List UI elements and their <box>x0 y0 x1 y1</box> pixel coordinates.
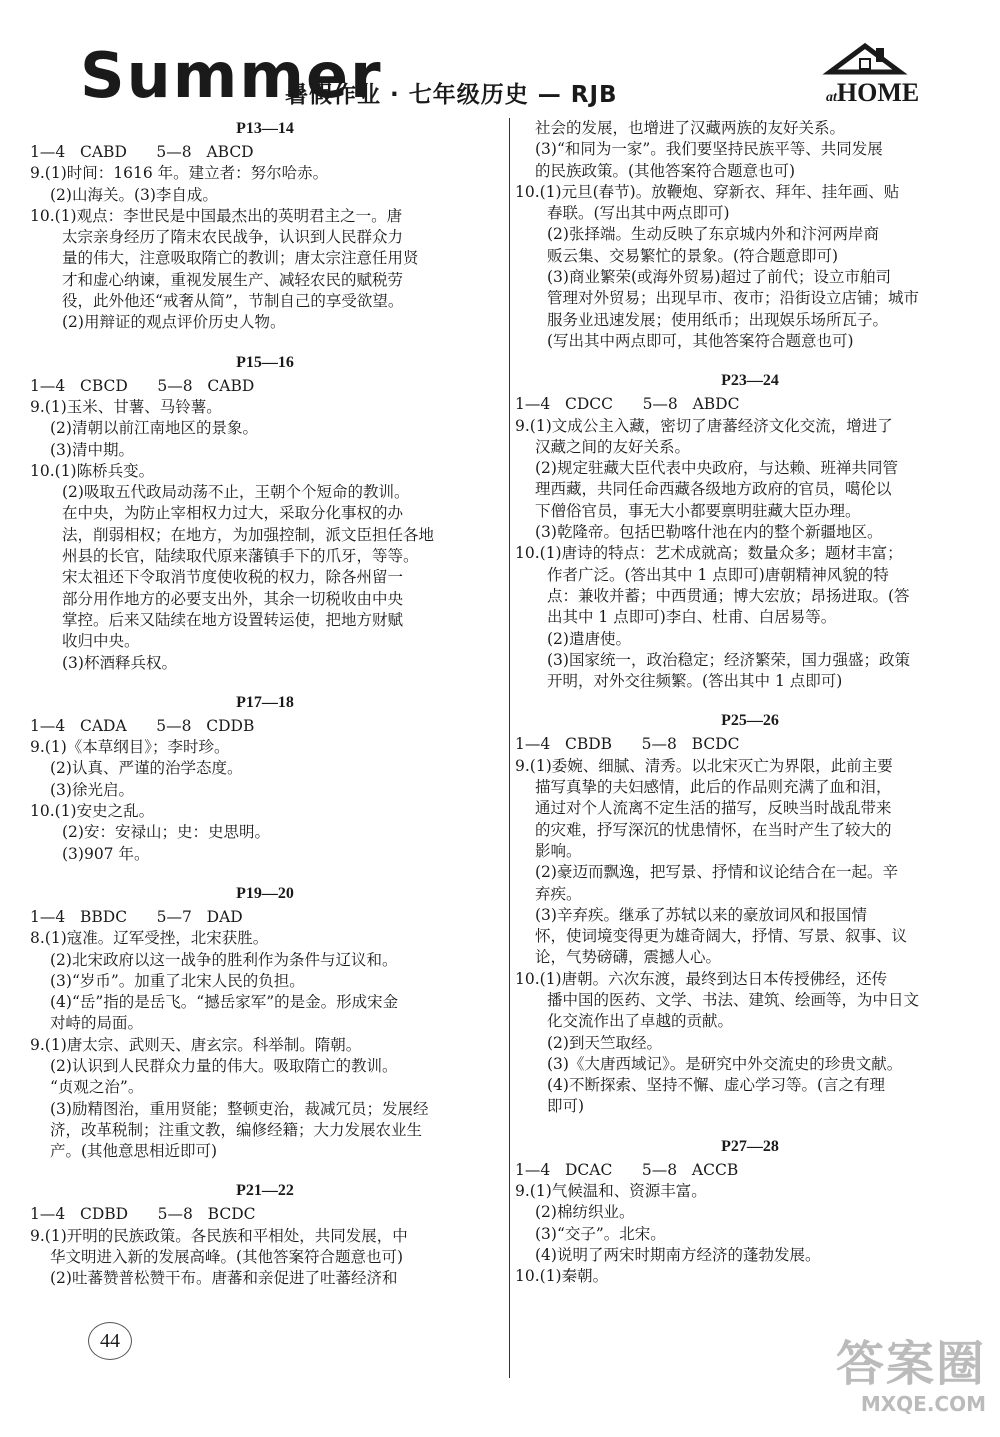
answer-line: (3)辛弃疾。继承了苏轼以来的豪放词风和报国情 <box>535 905 867 924</box>
answer-line: 华文明进入新的发展高峰。(其他答案符合题意也可) <box>50 1248 404 1267</box>
answer-line: 社会的发展，也增进了汉藏两族的友好关系。 <box>535 119 846 137</box>
brand-title: Summer <box>80 39 383 112</box>
answer-line: 产。(其他意思相近即可) <box>50 1142 218 1161</box>
section-title: P21—22 <box>236 1182 294 1200</box>
answer-line: 下僧俗官员，事无大小都要禀明驻藏大臣办理。 <box>535 501 861 520</box>
logo-at: at <box>826 90 837 105</box>
answer-line: 即可) <box>547 1097 585 1116</box>
answer-line: (3)商业繁荣(或海外贸易)超过了前代；设立市舶司 <box>547 268 892 287</box>
answer-section <box>515 370 985 692</box>
answer-line: 作者广泛。(答出其中 1 点即可)唐朝精神风貌的特 <box>547 565 889 584</box>
answer-line: (3)乾隆帝。包括巴勒喀什池在内的整个新疆地区。 <box>535 523 883 542</box>
answer-line: 1—4 BBDC 5—7 DAD <box>30 907 243 926</box>
answer-line: (2)规定驻藏大臣代表中央政府，与达赖、班禅共同管 <box>535 459 898 478</box>
answer-line: (2)认真、严谨的治学态度。 <box>50 759 243 778</box>
answer-section <box>30 352 500 674</box>
answer-section <box>30 1180 500 1289</box>
answer-line: (3)“岁币”。加重了北宋人民的负担。 <box>50 971 305 990</box>
answer-line: 掌控。后来又陆续在地方设置转运使，把地方财赋 <box>62 610 404 629</box>
answer-line: (2)山海关。(3)李自成。 <box>50 185 218 204</box>
page-number: 44 <box>88 1322 132 1360</box>
logo-text <box>826 78 919 108</box>
answer-line: (3)“交子”。北宋。 <box>535 1224 666 1243</box>
answer-line: (3)励精图治，重用贤能；整顿吏治，裁减冗员；发展经 <box>50 1099 429 1118</box>
answer-line: 8.(1)寇准。辽军受挫，北宋获胜。 <box>30 929 269 948</box>
answer-line: (2)认识到人民群众力量的伟大。吸取隋亡的教训。 <box>50 1056 398 1075</box>
answer-line: 量的伟大，注意吸取隋亡的教训；唐太宗注意任用贤 <box>62 249 419 268</box>
answer-section <box>515 118 985 352</box>
answer-line: 化交流作出了卓越的贡献。 <box>547 1012 734 1031</box>
answer-line: 10.(1)秦朝。 <box>515 1267 609 1286</box>
answer-line: (4)说明了两宋时期南方经济的蓬勃发展。 <box>535 1245 821 1264</box>
answer-line: 1—4 DCAC 5—8 ACCB <box>515 1160 739 1179</box>
answer-line: 怀，使词境变得更为雄奇阔大，抒情、写景、叙事、议 <box>535 927 908 946</box>
answer-line: 太宗亲身经历了隋末农民战争，认识到人民群众力 <box>62 228 404 247</box>
answer-line: 在中央，为防止宰相权力过大，采取分化事权的办 <box>62 504 404 523</box>
answer-line: (4)“岳”指的是岳飞。“撼岳家军”的是金。形成宋金 <box>50 993 399 1012</box>
answer-line: (2)豪迈而飘逸，把写景、抒情和议论结合在一起。辛 <box>535 863 898 882</box>
section-title: P23—24 <box>721 372 779 390</box>
answer-line: (3)徐光启。 <box>50 780 134 799</box>
answer-line: 春联。(写出其中两点即可) <box>547 204 730 223</box>
answer-line: 汉藏之间的友好关系。 <box>535 437 691 456</box>
answer-line: 贩云集、交易繁忙的景象。(符合题意即可) <box>547 246 839 265</box>
left-column <box>30 118 500 1308</box>
answer-line: (3)“和同为一家”。我们要坚持民族平等、共同发展 <box>535 140 883 159</box>
answer-section <box>30 118 500 334</box>
answer-line: 9.(1)《本草纲目》；李时珍。 <box>30 738 230 757</box>
answer-line: 影响。 <box>535 841 582 860</box>
answer-line: 服务业迅速发展；使用纸币；出现娱乐场所瓦子。 <box>547 310 889 329</box>
answer-line: (2)遣唐使。 <box>547 629 631 648</box>
answer-line: (2)到天竺取经。 <box>547 1033 662 1052</box>
answer-line: (2)北宋政府以这一战争的胜利作为条件与辽议和。 <box>50 950 398 969</box>
right-column <box>515 118 985 1306</box>
answer-line: 开明，对外交往频繁。(答出其中 1 点即可) <box>547 672 843 691</box>
answer-line: 出其中 1 点即可)李白、杜甫、白居易等。 <box>547 608 837 627</box>
answer-line: 的灾难，抒写深沉的忧患情怀，在当时产生了较大的 <box>535 820 892 839</box>
answer-line: 的民族政策。(其他答案符合题意也可) <box>535 161 796 180</box>
answer-line: 10.(1)陈桥兵变。 <box>30 461 155 480</box>
answer-line: (2)用辩证的观点评价历史人物。 <box>62 313 286 332</box>
answer-line: 9.(1)气候温和、资源丰富。 <box>515 1182 707 1201</box>
answer-line: 济，改革税制；注重文教，编修经籍；大力发展农业生 <box>50 1120 423 1139</box>
answer-line: 播中国的医药、文学、书法、建筑、绘画等，为中日文 <box>547 990 920 1009</box>
answer-line: 役，此外他还“戒奢从简”，节制自己的享受欲望。 <box>62 292 404 311</box>
answer-line: (3)907 年。 <box>62 844 150 863</box>
section-title: P13—14 <box>236 120 294 137</box>
answer-line: (3)《大唐西域记》。是研究中外交流史的珍贵文献。 <box>547 1054 903 1073</box>
answer-line: (2)张择端。生动反映了东京城内外和汴河两岸商 <box>547 225 879 244</box>
column-divider <box>509 118 510 1378</box>
answer-section <box>30 883 500 1163</box>
logo-home: HOME <box>836 78 920 107</box>
answer-line: 1—4 CDCC 5—8 ABDC <box>515 395 740 414</box>
answer-line: 1—4 CADA 5—8 CDDB <box>30 716 255 735</box>
answer-line: 9.(1)开明的民族政策。各民族和平相处，共同发展，中 <box>30 1226 408 1245</box>
section-title: P27—28 <box>721 1137 779 1155</box>
section-title: P19—20 <box>236 884 294 902</box>
answer-line: 部分用作地方的必要支出外，其余一切税收由中央 <box>62 589 404 608</box>
answer-line: 才和虚心纳谏，重视发展生产、减轻农民的赋税劳 <box>62 270 404 289</box>
answer-line: 理西藏，共同任命西藏各级地方政府的官员，噶伦以 <box>535 480 892 499</box>
answer-line: 10.(1)唐朝。六次东渡，最终到达日本传授佛经，还传 <box>515 969 888 988</box>
answer-line: (3)杯酒释兵权。 <box>62 653 177 672</box>
book-subtitle: 暑假作业 · 七年级历史 — RJB <box>285 82 618 108</box>
answer-line: 论，气势磅礴，震撼人心。 <box>535 948 722 967</box>
answer-line: 点：兼收并蓄；中西贯通；博大宏放；昂扬进取。(答 <box>547 586 910 605</box>
answer-line: (2)吸取五代政局动荡不止，王朝个个短命的教训。 <box>62 483 410 502</box>
answer-section <box>515 710 985 1117</box>
answer-line: 弃疾。 <box>535 884 582 903</box>
answer-line: (4)不断探索、坚持不懈、虚心学习等。(言之有理 <box>547 1076 886 1095</box>
answer-line: 9.(1)委婉、细腻、清秀。以北宋灭亡为界限，此前主要 <box>515 756 893 775</box>
answer-line: (3)国家统一，政治稳定；经济繁荣，国力强盛；政策 <box>547 650 910 669</box>
answer-line: 1—4 CDBD 5—8 BCDC <box>30 1205 256 1224</box>
section-title: P25—26 <box>721 712 779 730</box>
page-header <box>80 39 920 115</box>
answer-line: 9.(1)文成公主入藏，密切了唐蕃经济文化交流，增进了 <box>515 416 893 435</box>
answer-line: 对峙的局面。 <box>50 1014 144 1033</box>
answer-line: (写出其中两点即可，其他答案符合题意也可) <box>547 331 854 350</box>
answer-line: 10.(1)安史之乱。 <box>30 802 155 821</box>
answer-line: 10.(1)唐诗的特点：艺术成就高；数量众多；题材丰富； <box>515 544 903 563</box>
answer-line: 9.(1)唐太宗、武则天、唐玄宗。科举制。隋朝。 <box>30 1035 362 1054</box>
section-title: P17—18 <box>236 693 294 711</box>
answer-section <box>515 1136 985 1288</box>
answer-line: 1—4 CABD 5—8 ABCD <box>30 143 254 161</box>
answer-line: 10.(1)元旦(春节)。放鞭炮、穿新衣、拜年、挂年画、贴 <box>515 182 900 201</box>
answer-line: “贞观之治”。 <box>50 1078 144 1097</box>
answer-line: 1—4 CBDB 5—8 BCDC <box>515 735 740 754</box>
answer-line: 收归中央。 <box>62 632 140 651</box>
answer-line: 通过对个人流离不定生活的描写，反映当时战乱带来 <box>535 799 892 818</box>
home-logo <box>820 42 920 108</box>
answer-line: (2)棉纺织业。 <box>535 1203 635 1222</box>
answer-line: 描写真挚的夫妇感情，此后的作品则充满了血和泪， <box>535 778 892 797</box>
answer-line: 9.(1)时间：1616 年。建立者：努尔哈赤。 <box>30 164 329 183</box>
section-title: P15—16 <box>236 353 294 371</box>
answer-line: 管理对外贸易；出现早市、夜市；沿街设立店铺；城市 <box>547 289 920 308</box>
answer-line: (3)清中期。 <box>50 440 134 459</box>
answer-line: 9.(1)玉米、甘薯、马铃薯。 <box>30 397 222 416</box>
answer-line: (2)安：安禄山；史：史思明。 <box>62 823 270 842</box>
watermark-url: MXQE.COM <box>860 1392 986 1416</box>
answer-section <box>30 692 500 865</box>
answer-line: (2)吐蕃赞普松赞干布。唐蕃和亲促进了吐蕃经济和 <box>50 1269 398 1288</box>
answer-line: 法，削弱相权；在地方，为加强控制，派文臣担任各地 <box>62 525 435 544</box>
answer-line: 1—4 CBCD 5—8 CABD <box>30 376 255 395</box>
answer-line: 10.(1)观点：李世民是中国最杰出的英明君主之一。唐 <box>30 206 403 225</box>
answer-line: 宋太祖还下令取消节度使收税的权力，除各州留一 <box>62 568 404 587</box>
watermark-logo-text: 答案圈 <box>835 1336 986 1392</box>
answer-line: (2)清朝以前江南地区的景象。 <box>50 419 258 438</box>
site-watermark <box>816 1336 986 1431</box>
answer-line: 州县的长官，陆续取代原来藩镇手下的爪牙，等等。 <box>62 547 419 566</box>
